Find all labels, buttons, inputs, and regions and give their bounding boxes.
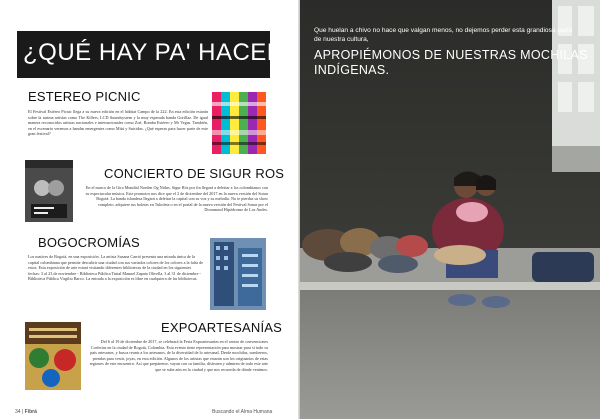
estereo-picnic-image: [212, 92, 266, 154]
bogocromias-image: [210, 238, 266, 310]
photo-caption-headline: APROPIÉMONOS DE NUESTRAS MOCHILAS INDÍGENAS.: [314, 48, 588, 77]
section-title-bogocromias: BOGOCROMÍAS: [38, 235, 140, 250]
section-title-estereo-picnic: ESTEREO PICNIC: [28, 89, 141, 104]
sigur-ros-album-image: [25, 160, 73, 222]
right-page: [300, 0, 600, 419]
section-title-sigur-ros: CONCIERTO DE SIGUR ROS: [104, 166, 285, 181]
section-text-bogocromias: Los matices de Bogotá, en una exposición. La artista Susana Carrió presenta una mirada única de la capital colombiana que permite descubrir una ciudad con sus variados colores de los colores a la falta de estos. Esta exposición de arte estará visitando diferentes bibliotecas de la ciudad en los siguientes fechas: 3 al 23 de noviembre - Biblioteca Pública Tintal Manuel Zapata Olivella. 3 al 31 de diciembre - Biblioteca Pública Virgilio Barco. La entrada a la exposición es libre en cualquiera de las bibliotecas.: [28, 254, 203, 282]
banner-title: ¿QUÉ HAY PA' HACER?: [23, 39, 299, 66]
section-title-expoartesanias: EXPOARTESANÍAS: [161, 320, 283, 335]
section-text-sigur-ros: En el marco de la Gira Mundial Norden Og Nidus, Sigur Rós por fin llegará a deleitar a los colombianos con su espectacular música. Este promotor nos dice que el 2 de diciembre del 2017 en la nueva versión del Sonar Bogotá. La banda islandesa llegará a deleitar la capital con su voz y su melodía. No te pierdas su show completo, adquiere tus boletas en Tuboleta o en el portal de la nueva versión del Festival Sonar por el Dioramasd Hipódromo de Los Andes.: [85, 185, 268, 213]
footer-brand: Fibrá: [24, 409, 37, 415]
page-number: 34 | Fibrá: [15, 409, 37, 415]
photo-caption-intro: Que huelan a chivo no hace que valgan menos, no dejemos perder esta grandiosa parte de nuestra cultura,: [314, 27, 573, 43]
page-banner: [17, 31, 299, 78]
section-text-expoartesanias: Del 6 al 19 de diciembre de 2017, se celebrará la Feria Expoartesanías en el centro de convenciones Corferias en la ciudad de Bogotá, Colombia. Esta evento tiene representación para mostrar para sí todo su país artesanos, y busca reunir a los artesanos, de la diversidad de lo artesanal. Desde mochilas, sombreros, prendas para vestir, joyas, en esta edición. Algunos de los artistas que estarán son los originarios de estas regiones de este encuentro. Así que prepárense, vayan con su familia, disfruten y admiren de todo este arte que se sube aún en la ciudad y que nos recuerda de dónde venimos.: [89, 339, 268, 372]
footer-tagline: Buscando el Alma Humana: [212, 409, 273, 415]
expoartesanias-image: [25, 322, 81, 390]
section-text-estereo-picnic: El Festival Estéreo Picnic llega a su nueva edición en el hábitat Campo de la 222. En esta edición estarán sobre la tarima artistas como The Killers, LCD Soundsystem y la muy esperada banda Gorillaz. De igual manera reconocidos artistas nacionales e internacionales como Zoé, Bomba Estéreo y Mr Vegas. También, en el escenario veremos a bandas emergentes como Mitú y Suicidas. ¿Qué esperas para hacer parte de este gran festival?: [28, 109, 208, 137]
